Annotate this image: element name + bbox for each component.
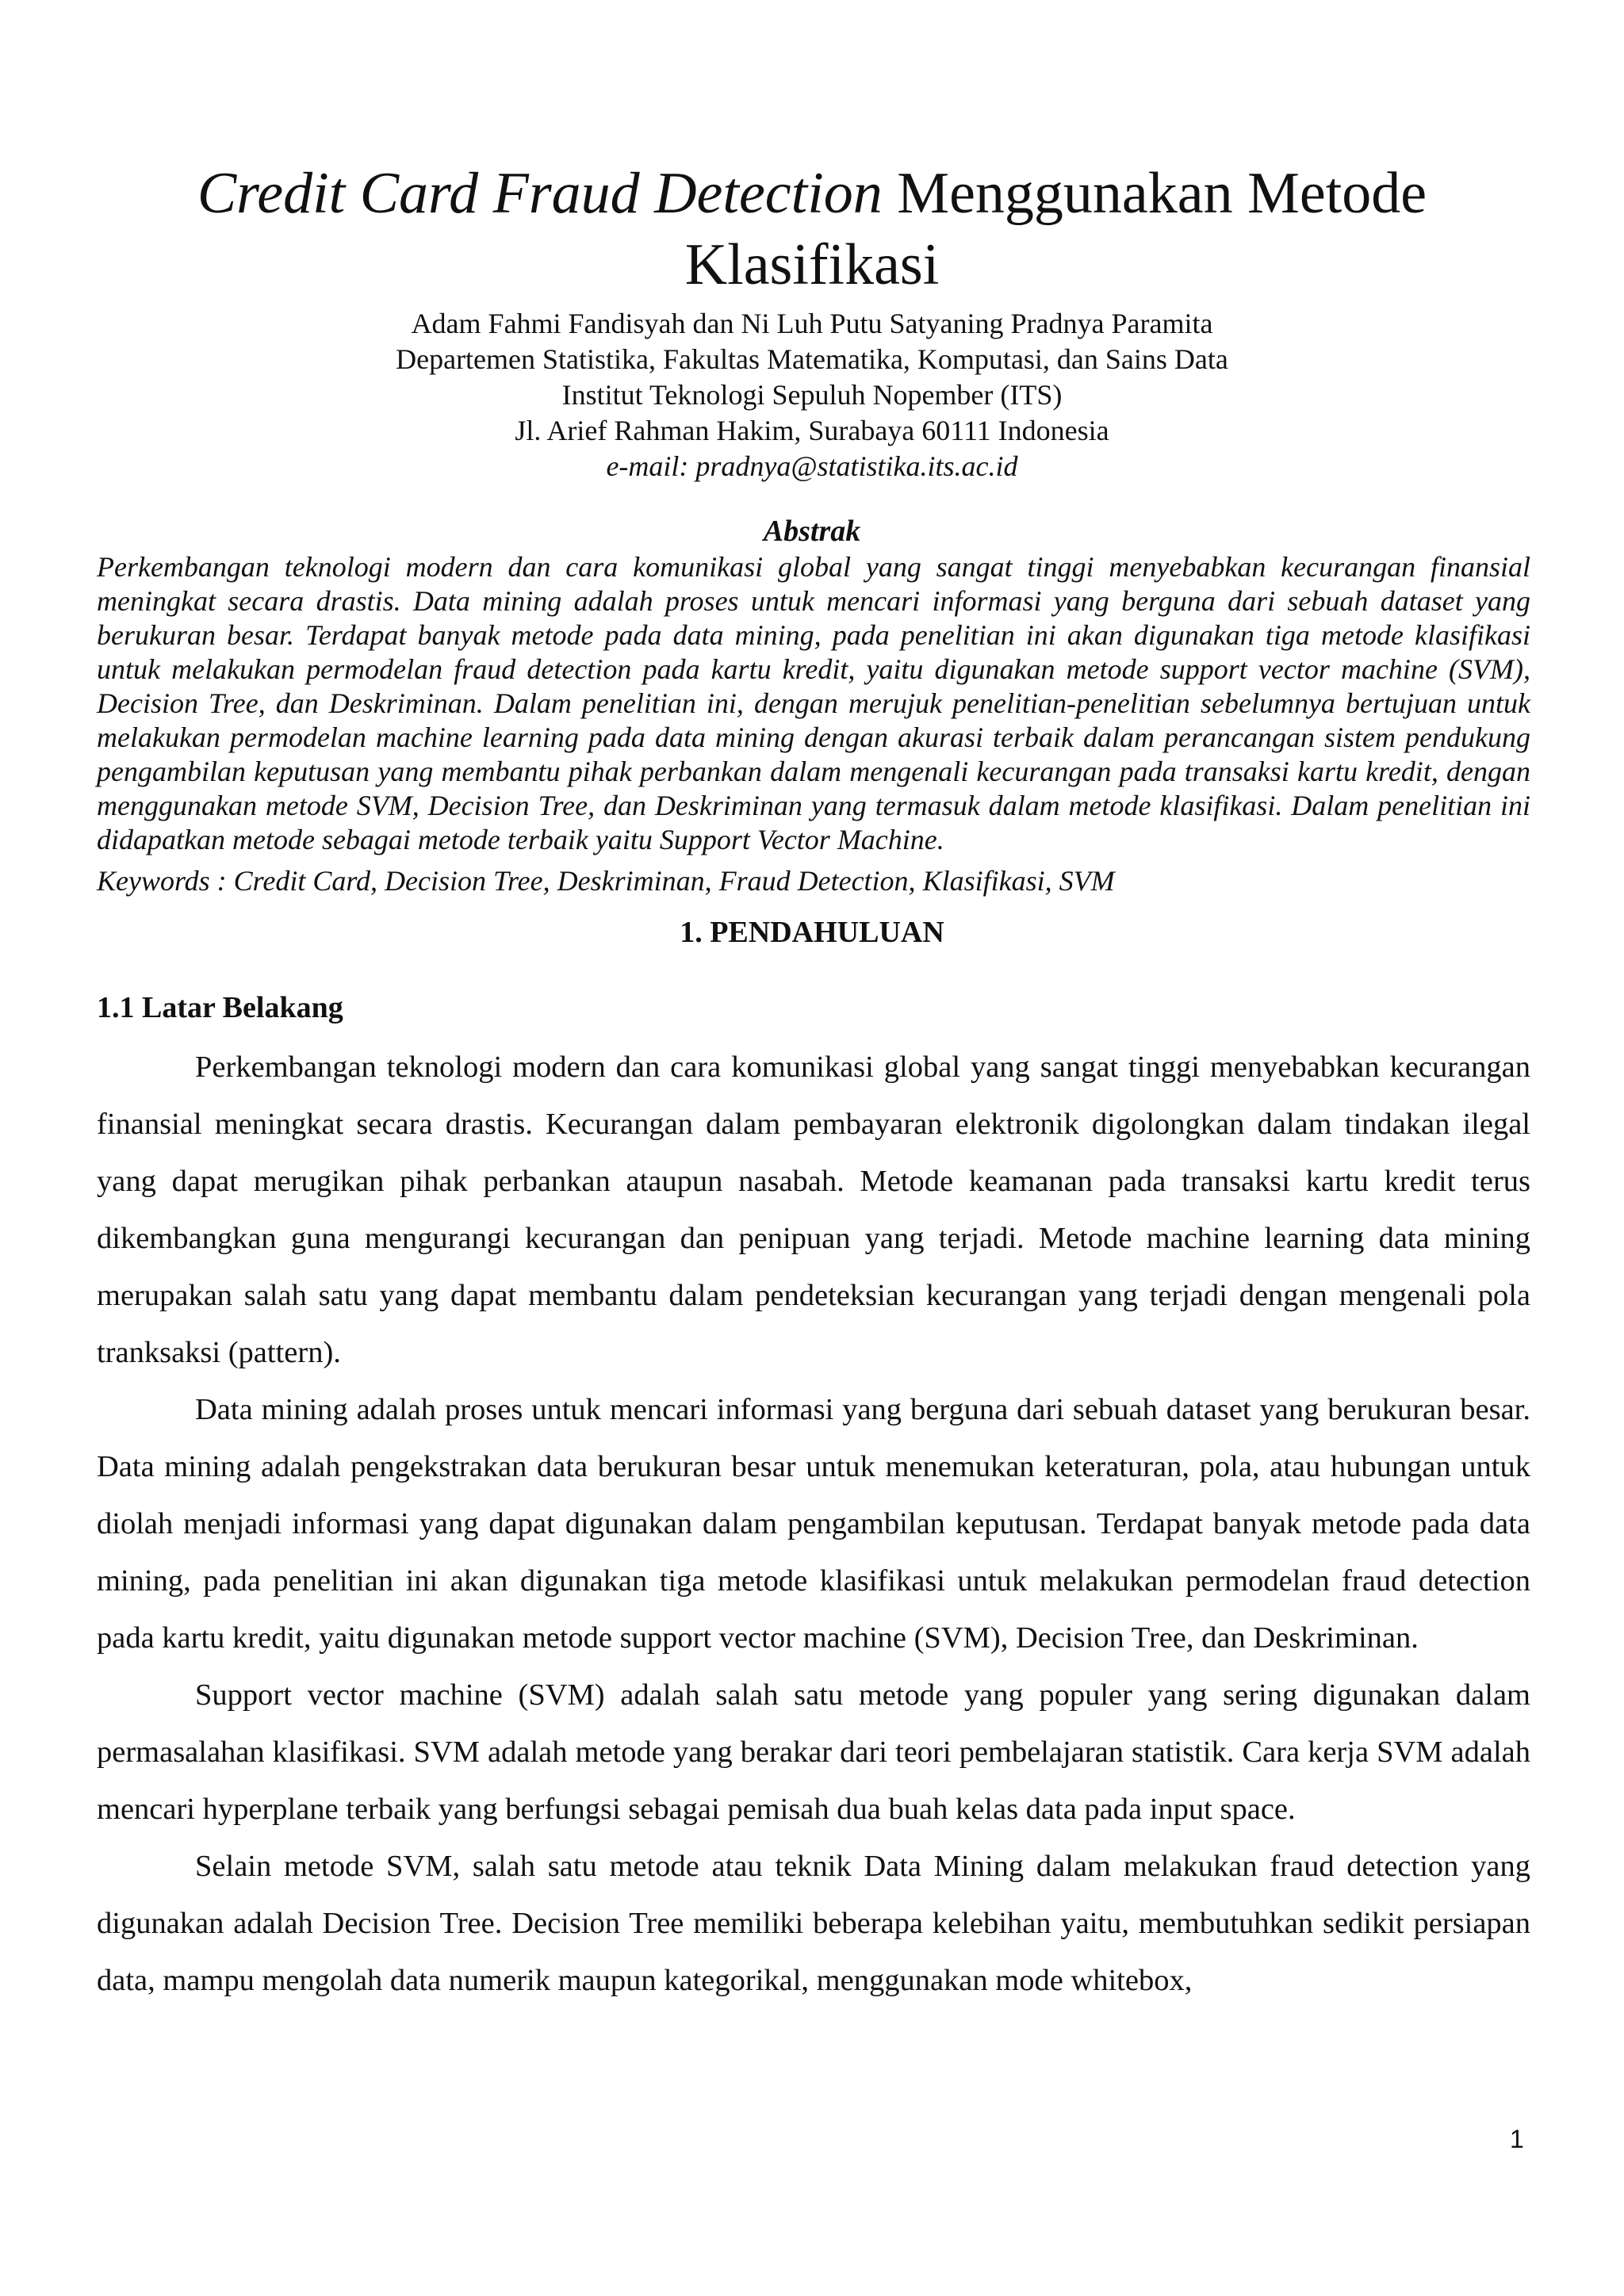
- paper-title-rest: Menggunakan Metode: [882, 161, 1427, 226]
- subsection-heading: 1.1 Latar Belakang: [97, 991, 343, 1024]
- affiliation-institute: Institut Teknologi Sepuluh Nopember (ITS): [561, 379, 1063, 411]
- abstract-heading: Abstrak: [763, 515, 861, 548]
- author-email: [0, 449, 1624, 484]
- paragraph: Data mining adalah proses untuk mencari informasi yang berguna dari sebuah dataset yang berukuran besar. Data mining adalah pengekstrakan data berukuran besar untuk menemukan keteraturan, pola, atau hubungan untuk diolah menjadi informasi yang dapat digunakan dalam pengambilan keputusan. Terdapat banyak metode pada data mining, pada penelitian ini akan digunakan tiga metode klasifikasi untuk melakukan permodelan fraud detection pada kartu kredit, yaitu digunakan metode support vector machine (SVM), Decision Tree, dan Deskriminan.: [97, 1393, 1530, 1655]
- body-text: [97, 1039, 1530, 2009]
- paragraph: Selain metode SVM, salah satu metode atau teknik Data Mining dalam melakukan fraud detection yang digunakan adalah Decision Tree. Decision Tree memiliki beberapa kelebihan yaitu, membutuhkan sedikit persiapan data, mampu mengolah data numerik maupun kategorikal, menggunakan mode whitebox,: [97, 1850, 1530, 1997]
- page-number: 1: [1510, 2125, 1524, 2153]
- abstract-text: Perkembangan teknologi modern dan cara komunikasi global yang sangat tinggi menyebabkan kecurangan finansial meningkat secara drastis. Data mining adalah proses untuk mencari informasi yang berguna dari sebuah dataset yang berukuran besar. Terdapat banyak metode pada data mining, pada penelitian ini akan digunakan tiga metode klasifikasi untuk melakukan permodelan fraud detection pada kartu kredit, yaitu digunakan metode support vector machine (SVM), Decision Tree, dan Deskriminan. Dalam penelitian ini, dengan merujuk penelitian-penelitian sebelumnya bertujuan untuk melakukan permodelan machine learning pada data mining dengan akurasi terbaik dalam perancangan sistem pendukung pengambilan keputusan yang membantu pihak perbankan dalam mengenali kecurangan pada transaksi kartu kredit, dengan menggunakan metode SVM, Decision Tree, dan Deskriminan yang termasuk dalam metode klasifikasi. Dalam penelitian ini didapatkan metode sebagai metode terbaik yaitu Support Vector Machine.: [97, 551, 1530, 855]
- paragraph: Perkembangan teknologi modern dan cara komunikasi global yang sangat tinggi menyebabkan kecurangan finansial meningkat secara drastis. Kecurangan dalam pembayaran elektronik digolongkan dalam tindakan ilegal yang dapat merugikan pihak perbankan ataupun nasabah. Metode keamanan pada transaksi kartu kredit terus dikembangkan guna mengurangi kecurangan dan penipuan yang terjadi. Metode machine learning data mining merupakan salah satu yang dapat membantu dalam pendeteksian kecurangan yang terjadi dengan mengenali pola tranksaksi (pattern).: [97, 1050, 1530, 1369]
- paper-title-line-2: Klasifikasi: [684, 232, 940, 297]
- paper-title: [0, 159, 1624, 228]
- affiliation-address: Jl. Arief Rahman Hakim, Surabaya 60111 Indonesia: [515, 415, 1109, 446]
- affiliation-department: Departemen Statistika, Fakultas Matematika, Komputasi, dan Sains Data: [396, 343, 1228, 375]
- author-names: Adam Fahmi Fandisyah dan Ni Luh Putu Satyaning Pradnya Paramita: [411, 308, 1213, 339]
- paragraph: Support vector machine (SVM) adalah salah satu metode yang populer yang sering digunakan dalam permasalahan klasifikasi. SVM adalah metode yang berakar dari teori pembelajaran statistik. Cara kerja SVM adalah mencari hyperplane terbaik yang berfungsi sebagai pemisah dua buah kelas data pada input space.: [97, 1678, 1530, 1826]
- email-label: e-mail: [606, 450, 680, 482]
- paper-title-italic: Credit Card Fraud Detection: [197, 161, 883, 226]
- section-heading: 1. PENDAHULUAN: [680, 916, 944, 949]
- keywords: Keywords : Credit Card, Decision Tree, Deskriminan, Fraud Detection, Klasifikasi, SVM: [97, 865, 1115, 897]
- email-address: : pradnya@statistika.its.ac.id: [679, 450, 1018, 482]
